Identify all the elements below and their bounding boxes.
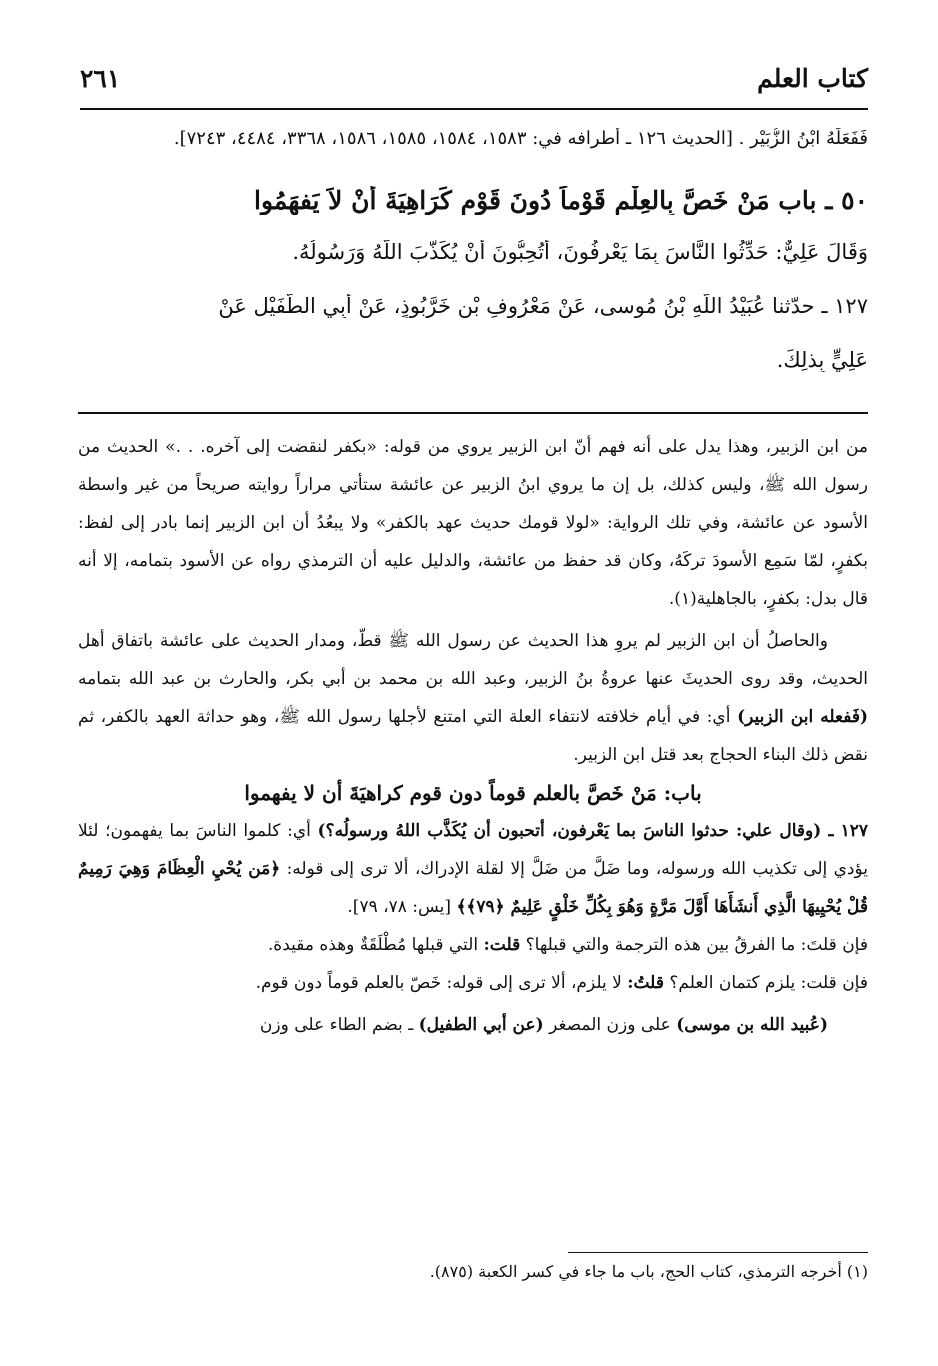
hadith-line-2: عَلِيٍّ بِذلِكَ. (776, 348, 868, 372)
commentary-para-5 (78, 964, 868, 1002)
main-separator (78, 412, 868, 414)
chapter-heading: ٥٠ ـ باب مَنْ خَصَّ بِالعِلْمِ قَوْماً دُونَ قَوْمٍ كَرَاهِيَةَ أَنْ لاَ يَفهَمُوا (254, 186, 868, 215)
para3-bold: ١٢٧ ـ (وقال علي: حدثوا الناسَ بما يَعْرفون، أتحبون أن يُكَذَّب اللهُ ورسولُه؟) (317, 821, 869, 841)
para6-text-b: ـ بضم الطاء على وزن (259, 1015, 414, 1035)
para2-bold: (فَفعله ابن الزبير) (737, 707, 869, 727)
hadith-line-1: ١٢٧ ـ حدّثنا عُبَيْدُ اللَّهِ بْنُ مُوسى، عَنْ مَعْرُوفِ بْنِ خَرَّبُوذٍ، عَنْ أَبِي الطُّفَيْلِ عَنْ (218, 294, 868, 318)
para3-text-a: أي: كلموا الناسَ بما يفهمون؛ لئلا يؤدي إلى تكذيب الله ورسوله، وما ضَلَّ من ضَلَّ إلا لقلة الإدراك، ألا ترى إلى قوله: (78, 821, 869, 879)
hadith-tail: فَفَعَلَهُ ابْنُ الزُّبَيْرِ . [الحديث ١٢٦ ـ أطرافه في: ١٥٨٣، ١٥٨٤، ١٥٨٥، ١٥٨٦، ٣٣٦٨، ٤٤٨٤، ٧٢٤٣]. (173, 128, 868, 149)
footnote: (١) أخرجه الترمذي، كتاب الحج، باب ما جاء في كسر الكعبة (٨٧٥). (429, 1262, 868, 1281)
para6-bold-1: (عُبيد الله بن موسى) (676, 1015, 828, 1035)
para6-text-a: على وزن المصغر (549, 1015, 671, 1035)
para5-bold: قلتُ: (627, 973, 664, 993)
commentary-para-3 (78, 812, 868, 926)
para2-text-a: والحاصلُ أن ابن الزبير لم يروِ هذا الحديث عن رسول الله ﷺ قطّ، ومدار الحديث على عائشة باتفاق أهل الحديث، وقد روى الحديثَ عنها عروةُ بنُ الزبير، وعبد الله بن محمد بن أبي بكر، والحارث بن عبد الله بتمامه (78, 631, 868, 689)
commentary-para-4 (78, 926, 868, 964)
commentary-chapter-heading: باب: مَنْ خَصَّ بالعلم قوماً دون قوم كراهيَةَ أن لا يفهموا (244, 781, 702, 805)
para6-bold-2: (عن أبي الطفيل) (418, 1015, 544, 1035)
para2-text-b: أي: في أيام خلافته لانتفاء العلة التي امتنع لأجلها رسول الله ﷺ، وهو حداثة العهد بالكفر، ثم نقض ذلك البناء الحجاج بعد قتل ابن الزبير. (78, 707, 868, 765)
commentary-para-6 (78, 1006, 868, 1044)
page-header (80, 58, 868, 110)
page-number: ٢٦١ (80, 64, 121, 93)
para4-bold: قلت: (483, 935, 521, 955)
para5-text-a: فإن قلت: يلزم كتمان العلم؟ (669, 973, 868, 993)
commentary (78, 428, 868, 1044)
para5-text-b: لا يلزم، ألا ترى إلى قوله: خَصّ بالعلم قوماً دون قوم. (255, 973, 622, 993)
quran-reference: [يس: ٧٨، ٧٩]. (347, 897, 452, 917)
footnote-separator (568, 1252, 868, 1253)
quran-verse: ﴿مَن يُحْيِ الْعِظَامَ وَهِيَ رَمِيمٌ قُلْ يُحْيِيهَا الَّذِي أَنشَأَهَا أَوَّلَ مَرَّةٍ وَهُوَ بِكُلِّ خَلْقٍ عَلِيمٌ ﴿٧٩﴾﴾ (78, 859, 868, 917)
qawl-ali: وَقَالَ عَلِيٌّ: حَدِّثُوا النَّاسَ بِمَا يَعْرِفُونَ، أَتُحِبُّونَ أَنْ يُكَذَّبَ اللَّهُ وَرَسُولُهُ. (292, 240, 868, 264)
commentary-para-1: من ابن الزبير، وهذا يدل على أنه فهم أنّ ابن الزبير يروي من قوله: «بكفر لنقضت إلى آخره. . .» الحديث من رسول الله ﷺ، وليس كذلك، بل إن ما يروي ابنُ الزبير عن عائشة ستأتي مراراً روايته صريحاً من غير واسطة الأسود عن عائشة، وفي تلك الرواية: «لولا قومك حديث عهد بالكفر» ولا يبعُدُ أن ابن الزبير إنما بادر إلى لفظ: بكفرٍ، لمّا سَمِع الأسودَ تركَهُ، وكان قد حفظ من عائشة، والدليل عليه أن الترمذي رواه عن الأسود بتمامه، إلا أنه قال بدل: بكفرٍ، بالجاهلية(١). (78, 437, 868, 609)
commentary-para-2 (78, 622, 868, 774)
para4-text-b: التي قبلها مُطْلَقَةٌ وهذه مقيدة. (267, 935, 479, 955)
book-title: كتاب العلم (757, 64, 868, 93)
para4-text-a: فإن قلتَ: ما الفرقُ بين هذه الترجمة والتي قبلها؟ (525, 935, 868, 955)
